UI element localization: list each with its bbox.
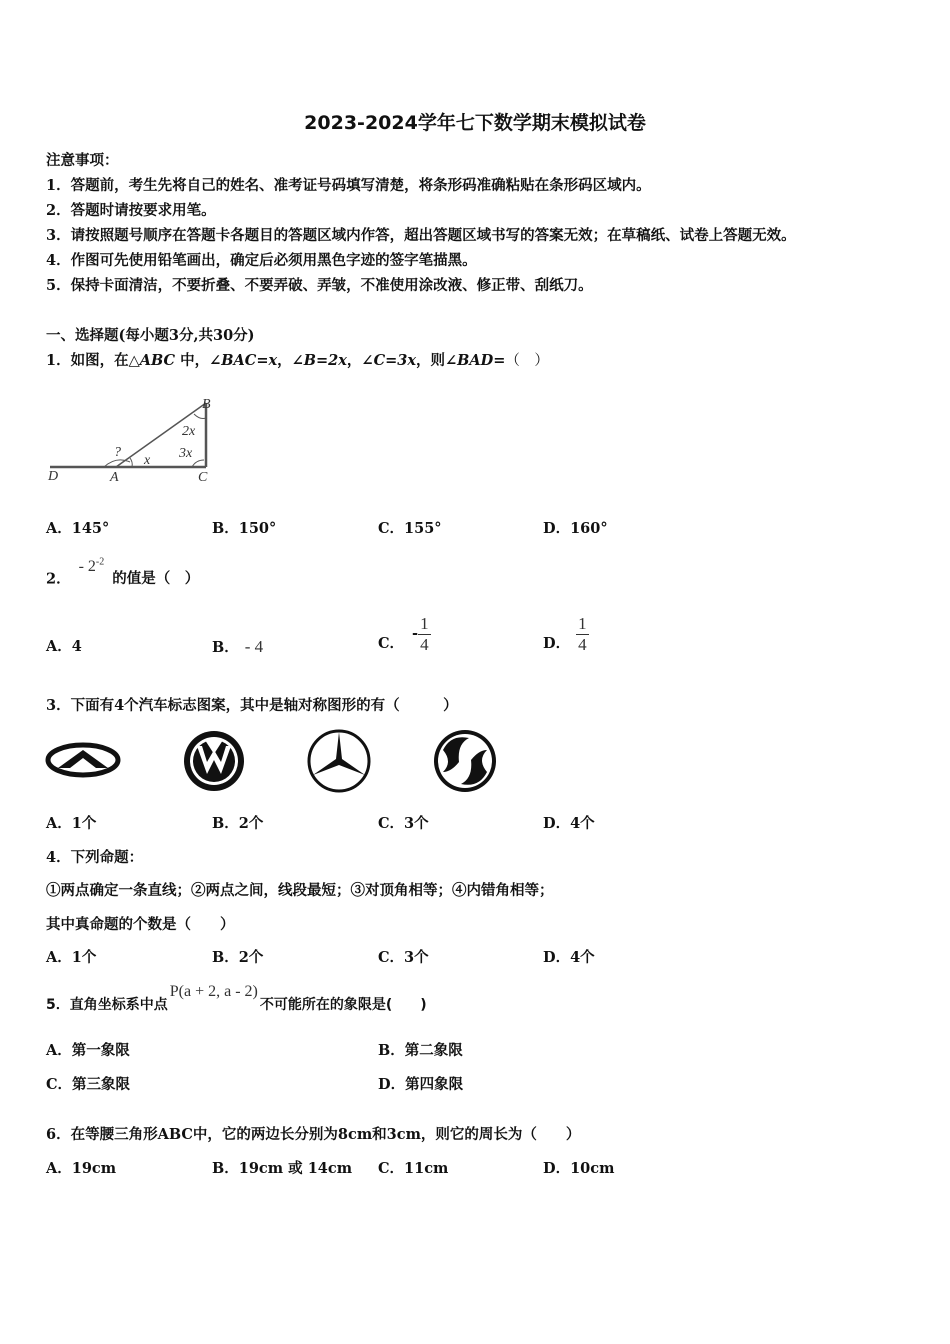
option-d[interactable]: D． $\frac{1}{4}$ xyxy=(543,613,587,654)
svg-text:?: ? xyxy=(114,445,121,460)
question-1: 1．如图，在△ABC 中，∠BAC=x，∠B=2x，∠C=3x，则∠BAD=（ ） xyxy=(46,352,549,369)
svg-text:A: A xyxy=(110,470,119,485)
infiniti-logo xyxy=(44,738,124,784)
svg-text:2x: 2x xyxy=(182,424,196,439)
svg-text:x: x xyxy=(144,453,151,468)
svg-text:B: B xyxy=(202,397,211,412)
option-b[interactable]: B．第二象限 xyxy=(378,1042,463,1059)
option-c[interactable]: C．第三象限 xyxy=(46,1076,131,1093)
option-a[interactable]: A．第一象限 xyxy=(46,1042,130,1059)
section-heading: 一、选择题(每小题3分,共30分) xyxy=(46,327,255,344)
option-b[interactable]: B．150° xyxy=(212,520,277,537)
option-d[interactable]: D．第四象限 xyxy=(378,1076,464,1093)
question-3: 3．下面有4个汽车标志图案，其中是轴对称图形的有（ ） xyxy=(46,697,458,714)
option-b[interactable]: B．2个 xyxy=(212,815,264,832)
question-4-ask: 其中真命题的个数是（ ） xyxy=(46,916,235,933)
dongfeng-logo xyxy=(431,728,499,794)
note-item: 2．答题时请按要求用笔。 xyxy=(46,202,216,219)
question-2: 2．- $2^{-2}$的值是（ ） xyxy=(46,557,200,588)
svg-text:D: D xyxy=(48,469,59,484)
option-d[interactable]: D．10cm xyxy=(543,1160,615,1177)
triangle-figure xyxy=(44,390,224,490)
option-a[interactable]: A．145° xyxy=(46,520,110,537)
option-c[interactable]: C．3个 xyxy=(378,949,429,966)
note-item: 5．保持卡面清洁，不要折叠、不要弄破、弄皱，不准使用涂改液、修正带、刮纸刀。 xyxy=(46,277,593,294)
option-c[interactable]: C．155° xyxy=(378,520,442,537)
note-item: 3．请按照题号顺序在答题卡各题目的答题区域内作答，超出答题区域书写的答案无效；在草稿纸、试卷上答题无效。 xyxy=(46,227,796,244)
option-a[interactable]: A．1个 xyxy=(46,815,97,832)
svg-text:3x: 3x xyxy=(179,446,193,461)
question-6: 6．在等腰三角形ABC中，它的两边长分别为8cm和3cm，则它的周长为（ ） xyxy=(46,1126,581,1143)
option-c[interactable]: C．11cm xyxy=(378,1160,449,1177)
notes-header: 注意事项： xyxy=(46,152,119,169)
question-4-propositions: ①两点确定一条直线；②两点之间，线段最短；③对顶角相等；④内错角相等； xyxy=(46,882,554,899)
svg-text:C: C xyxy=(198,470,208,485)
option-d[interactable]: D．4个 xyxy=(543,949,595,966)
note-item: 4．作图可先使用铅笔画出，确定后必须用黑色字迹的签字笔描黑。 xyxy=(46,252,477,269)
page-title: 2023-2024学年七下数学期末模拟试卷 xyxy=(304,112,646,134)
option-a[interactable]: A．4 xyxy=(46,638,82,655)
option-a[interactable]: A．19cm xyxy=(46,1160,117,1177)
question-4: 4．下列命题： xyxy=(46,849,144,866)
volkswagen-logo xyxy=(181,728,247,794)
option-b[interactable]: B．19cm 或 14cm xyxy=(212,1160,353,1177)
note-item: 1．答题前，考生先将自己的姓名、准考证号码填写清楚，将条形码准确粘贴在条形码区域内。 xyxy=(46,177,651,194)
option-c[interactable]: C．- $\frac{1}{4}$ xyxy=(378,613,429,654)
option-d[interactable]: D．4个 xyxy=(543,815,595,832)
option-b[interactable]: B． - 4 xyxy=(212,637,264,656)
option-d[interactable]: D．160° xyxy=(543,520,608,537)
mercedes-logo xyxy=(305,728,373,794)
option-a[interactable]: A．1个 xyxy=(46,949,97,966)
option-c[interactable]: C．3个 xyxy=(378,815,429,832)
option-b[interactable]: B．2个 xyxy=(212,949,264,966)
question-5: 5．直角坐标系中点P(a + 2, a - 2)不可能所在的象限是( ) xyxy=(46,983,427,1013)
